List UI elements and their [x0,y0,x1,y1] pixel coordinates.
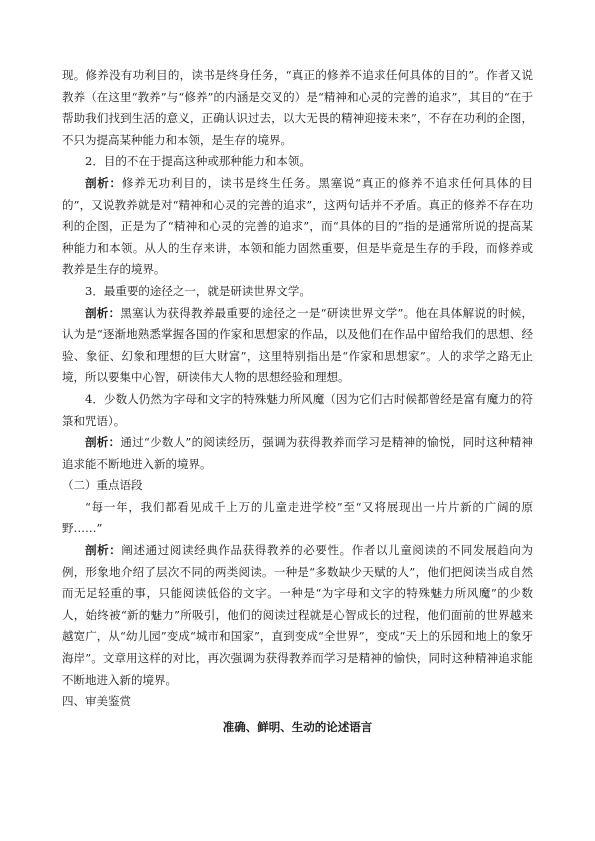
analysis-3 [62,303,533,389]
quoted-passage: “每一年，我们都看见成千上万的儿童走进学校”至“又将展现出一片片新的广阔的原野……” [62,499,533,536]
analysis-4 [62,432,533,475]
point-4: 4．少数人仍然为字母和文字的特殊魅力所风魔（因为它们古时候都曾经是富有魔力的符箓和咒语）。 [62,391,533,428]
analysis-label: 剖析： [85,543,122,558]
section-aesthetic: 四、审美鉴赏 [62,694,131,709]
analysis-key-passage [62,540,533,691]
paragraph-continuation: 现。修养没有功利目的，读书是终身任务，“真正的修养不追求任何具体的目的”。作者又说教养（在这里“教养”与“修养”的内涵是交叉的）是“精神和心灵的完善的追求”，其目的“在于帮助我们找到生活的意义，正确认识过去，以大无畏的精神迎接未来”，不存在功利的企图，不只为提高某种能力和本领，是生存的境界。 [62,68,533,147]
analysis-text: 修养无功利目的，读书是终生任务。黑塞说“真正的修养不追求任何具体的目的”，又说教养就是对“精神和心灵的完善的追求”，这两句话并不矛盾。真正的修养不存在功利的企图，正是为了“精神和心灵的完善的追求”，而“具体的目的”指的是通常所说的提高某种能力和本领。从人的生存来讲，本领和能力固然重要，但是毕竟是生存的手段，而修养或教养是生存的境界。 [62,175,533,277]
analysis-label: 剖析： [85,305,121,320]
point-3: 3．最重要的途径之一，就是研读世界文学。 [85,283,311,298]
analysis-label: 剖析： [85,175,122,190]
analysis-text: 通过“少数人”的阅读经历，强调为获得教养而学习是精神的愉悦，同时这种精神追求能不断地进入新的境界。 [62,435,534,471]
subsection-heading: 准确、鲜明、生动的论述语言 [222,719,373,734]
point-2: 2．目的不在于提高这种或那种能力和本领。 [85,154,311,169]
analysis-text: 阐述通过阅读经典作品获得教养的必要性。作者以儿童阅读的不同发展趋向为例，形象地介绍了层次不同的两类阅读。一种是“多数缺少天赋的人”，他们把阅读当成自然而无足轻重的事，只能阅读低俗的文字。一种是“为字母和文字的特殊魅力所风魔”的少数人，始终被“新的魅力”所吸引，他们的阅读过程就是心智成长的过程，他们面前的世界越来越宽广，从“幼儿园”变成“城市和国家”，直到变成“全世界”，变成“天上的乐园和地上的象牙海岸”。文章用这样的对比，再次强调为获得教养而学习是精神的愉快，同时这种精神追求能不断地进入新的境界。 [62,543,533,687]
analysis-2 [62,173,533,281]
analysis-label: 剖析： [85,435,121,450]
analysis-text: 黑塞认为获得教养最重要的途径之一是“研读世界文学”。他在具体解说的时候，认为是“逐渐地熟悉掌握各国的作家和思想家的作品，以及他们在作品中留给我们的思想、经验、象征、幻象和理想的巨大财富”，这里特别指出是“作家和思想家”。人的求学之路无止境，所以要集中心智，研读伟大人物的思想经验和理想。 [62,305,534,385]
section-key-passage: （二）重点语段 [62,478,143,493]
